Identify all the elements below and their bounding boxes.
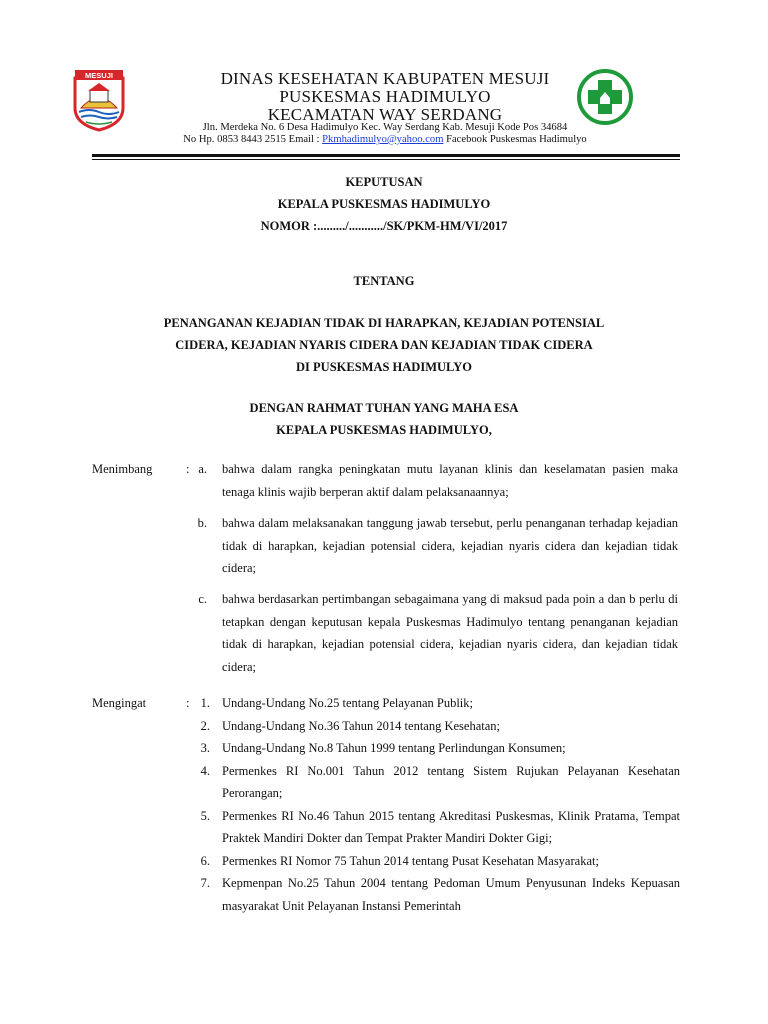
decree-title: KEPUTUSAN xyxy=(345,175,423,189)
list-text: Undang-Undang No.25 tentang Pelayanan Publik; xyxy=(222,696,473,710)
invocation-block xyxy=(60,397,708,441)
contact-suffix: Facebook Puskesmas Hadimulyo xyxy=(443,134,587,145)
list-number: 6. xyxy=(200,853,210,868)
list-text: Permenkes RI No.001 Tahun 2012 tentang Sistem Rujukan Pelayanan Kesehatan Perorangan; xyxy=(222,763,680,800)
header-divider-thick xyxy=(92,154,680,157)
menimbang-item-a: bahwa dalam rangka peningkatan mutu layanan klinis dan keselamatan pasien maka tenaga klinis wajib berperan aktif dalam pelaksanaannya; xyxy=(222,462,678,499)
letterhead-line-1: DINAS KESEHATAN KABUPATEN MESUJI xyxy=(220,69,550,88)
list-number: 4. xyxy=(200,763,210,778)
signatory-line: KEPALA PUSKESMAS HADIMULYO, xyxy=(276,423,492,437)
contact-line xyxy=(90,134,680,146)
decree-issuer: KEPALA PUSKESMAS HADIMULYO xyxy=(277,197,491,211)
subject-line-3: DI PUSKESMAS HADIMULYO xyxy=(296,360,472,374)
list-text: Permenkes RI No.46 Tahun 2015 tentang Akreditasi Puskesmas, Klinik Pratama, Tempat Praktek Mandiri Dokter dan Tempat Prakter Mandiri Dokter Gigi; xyxy=(222,808,680,845)
menimbang-marker-c: c. xyxy=(198,592,207,606)
menimbang-colon: : xyxy=(186,462,190,476)
list-item xyxy=(190,850,680,873)
address-line: Jln. Merdeka No. 6 Desa Hadimulyo Kec. Way Serdang Kab. Mesuji Kode Pos 34684 xyxy=(202,122,568,133)
list-item xyxy=(190,872,680,917)
list-number: 3. xyxy=(200,741,210,755)
tentang-label: TENTANG xyxy=(353,274,415,288)
list-item xyxy=(190,692,680,715)
subject-line-1: PENANGANAN KEJADIAN TIDAK DI HARAPKAN, KEJADIAN POTENSIAL xyxy=(163,316,605,330)
list-text: Undang-Undang No.36 Tahun 2014 tentang Kesehatan; xyxy=(222,718,500,733)
letterhead-line-3: KECAMATAN WAY SERDANG xyxy=(267,105,503,124)
menimbang-label: Menimbang xyxy=(92,462,153,476)
list-number: 5. xyxy=(200,808,210,823)
mengingat-label: Mengingat xyxy=(92,696,147,710)
menimbang-item-b: bahwa dalam melaksanakan tanggung jawab tersebut, perlu penanganan terhadap kejadian tidak di harapkan, kejadian potensial cidera, kejadian nyaris cidera dan kejadian tidak cidera; xyxy=(222,516,678,575)
email-link[interactable]: Pkmhadimulyo@yahoo.com xyxy=(322,134,444,145)
menimbang-marker-a: a. xyxy=(198,462,207,476)
menimbang-marker-b: b. xyxy=(197,516,207,530)
list-number: 7. xyxy=(200,876,210,890)
logo-text: MESUJI xyxy=(85,71,113,80)
menimbang-item-c: bahwa berdasarkan pertimbangan sebagaimana yang di maksud pada poin a dan b perlu di tetapkan dengan keputusan kepala Puskesmas Hadimulyo tentang penanganan kejadian tidak di harapkan, kejadian potensial cidera, kejadian nyaris cidera, dan kejadian tidak cidera; xyxy=(222,592,678,674)
mengingat-list xyxy=(190,692,680,917)
tentang-heading xyxy=(60,270,708,292)
subject-line-2: CIDERA, KEJADIAN NYARIS CIDERA DAN KEJADIAN TIDAK CIDERA xyxy=(175,338,593,352)
decree-number: NOMOR :........./.........../SK/PKM-HM/VI/2017 xyxy=(260,219,508,233)
list-text: Undang-Undang No.8 Tahun 1999 tentang Perlindungan Konsumen; xyxy=(222,741,566,755)
list-text: Permenkes RI Nomor 75 Tahun 2014 tentang Pusat Kesehatan Masyarakat; xyxy=(222,853,599,868)
list-item xyxy=(190,737,680,760)
header-divider-thin xyxy=(92,159,680,160)
letterhead-title xyxy=(150,70,620,124)
letterhead-address-block xyxy=(90,122,680,146)
list-number: 2. xyxy=(200,718,210,733)
list-number: 1. xyxy=(200,696,210,710)
contact-prefix: No Hp. 0853 8443 2515 Email : xyxy=(183,134,323,145)
list-text: Kepmenpan No.25 Tahun 2004 tentang Pedoman Umum Penyusunan Indeks Kepuasan masyarakat Unit Pelayanan Instansi Pemerintah xyxy=(222,876,680,913)
invocation-line: DENGAN RAHMAT TUHAN YANG MAHA ESA xyxy=(249,401,519,415)
decree-subject xyxy=(60,312,708,378)
decree-heading xyxy=(60,171,708,237)
mengingat-colon: : xyxy=(186,696,190,710)
list-item xyxy=(190,715,680,738)
letterhead-line-2: PUSKESMAS HADIMULYO xyxy=(279,87,491,106)
list-item xyxy=(190,805,680,850)
list-item xyxy=(190,760,680,805)
